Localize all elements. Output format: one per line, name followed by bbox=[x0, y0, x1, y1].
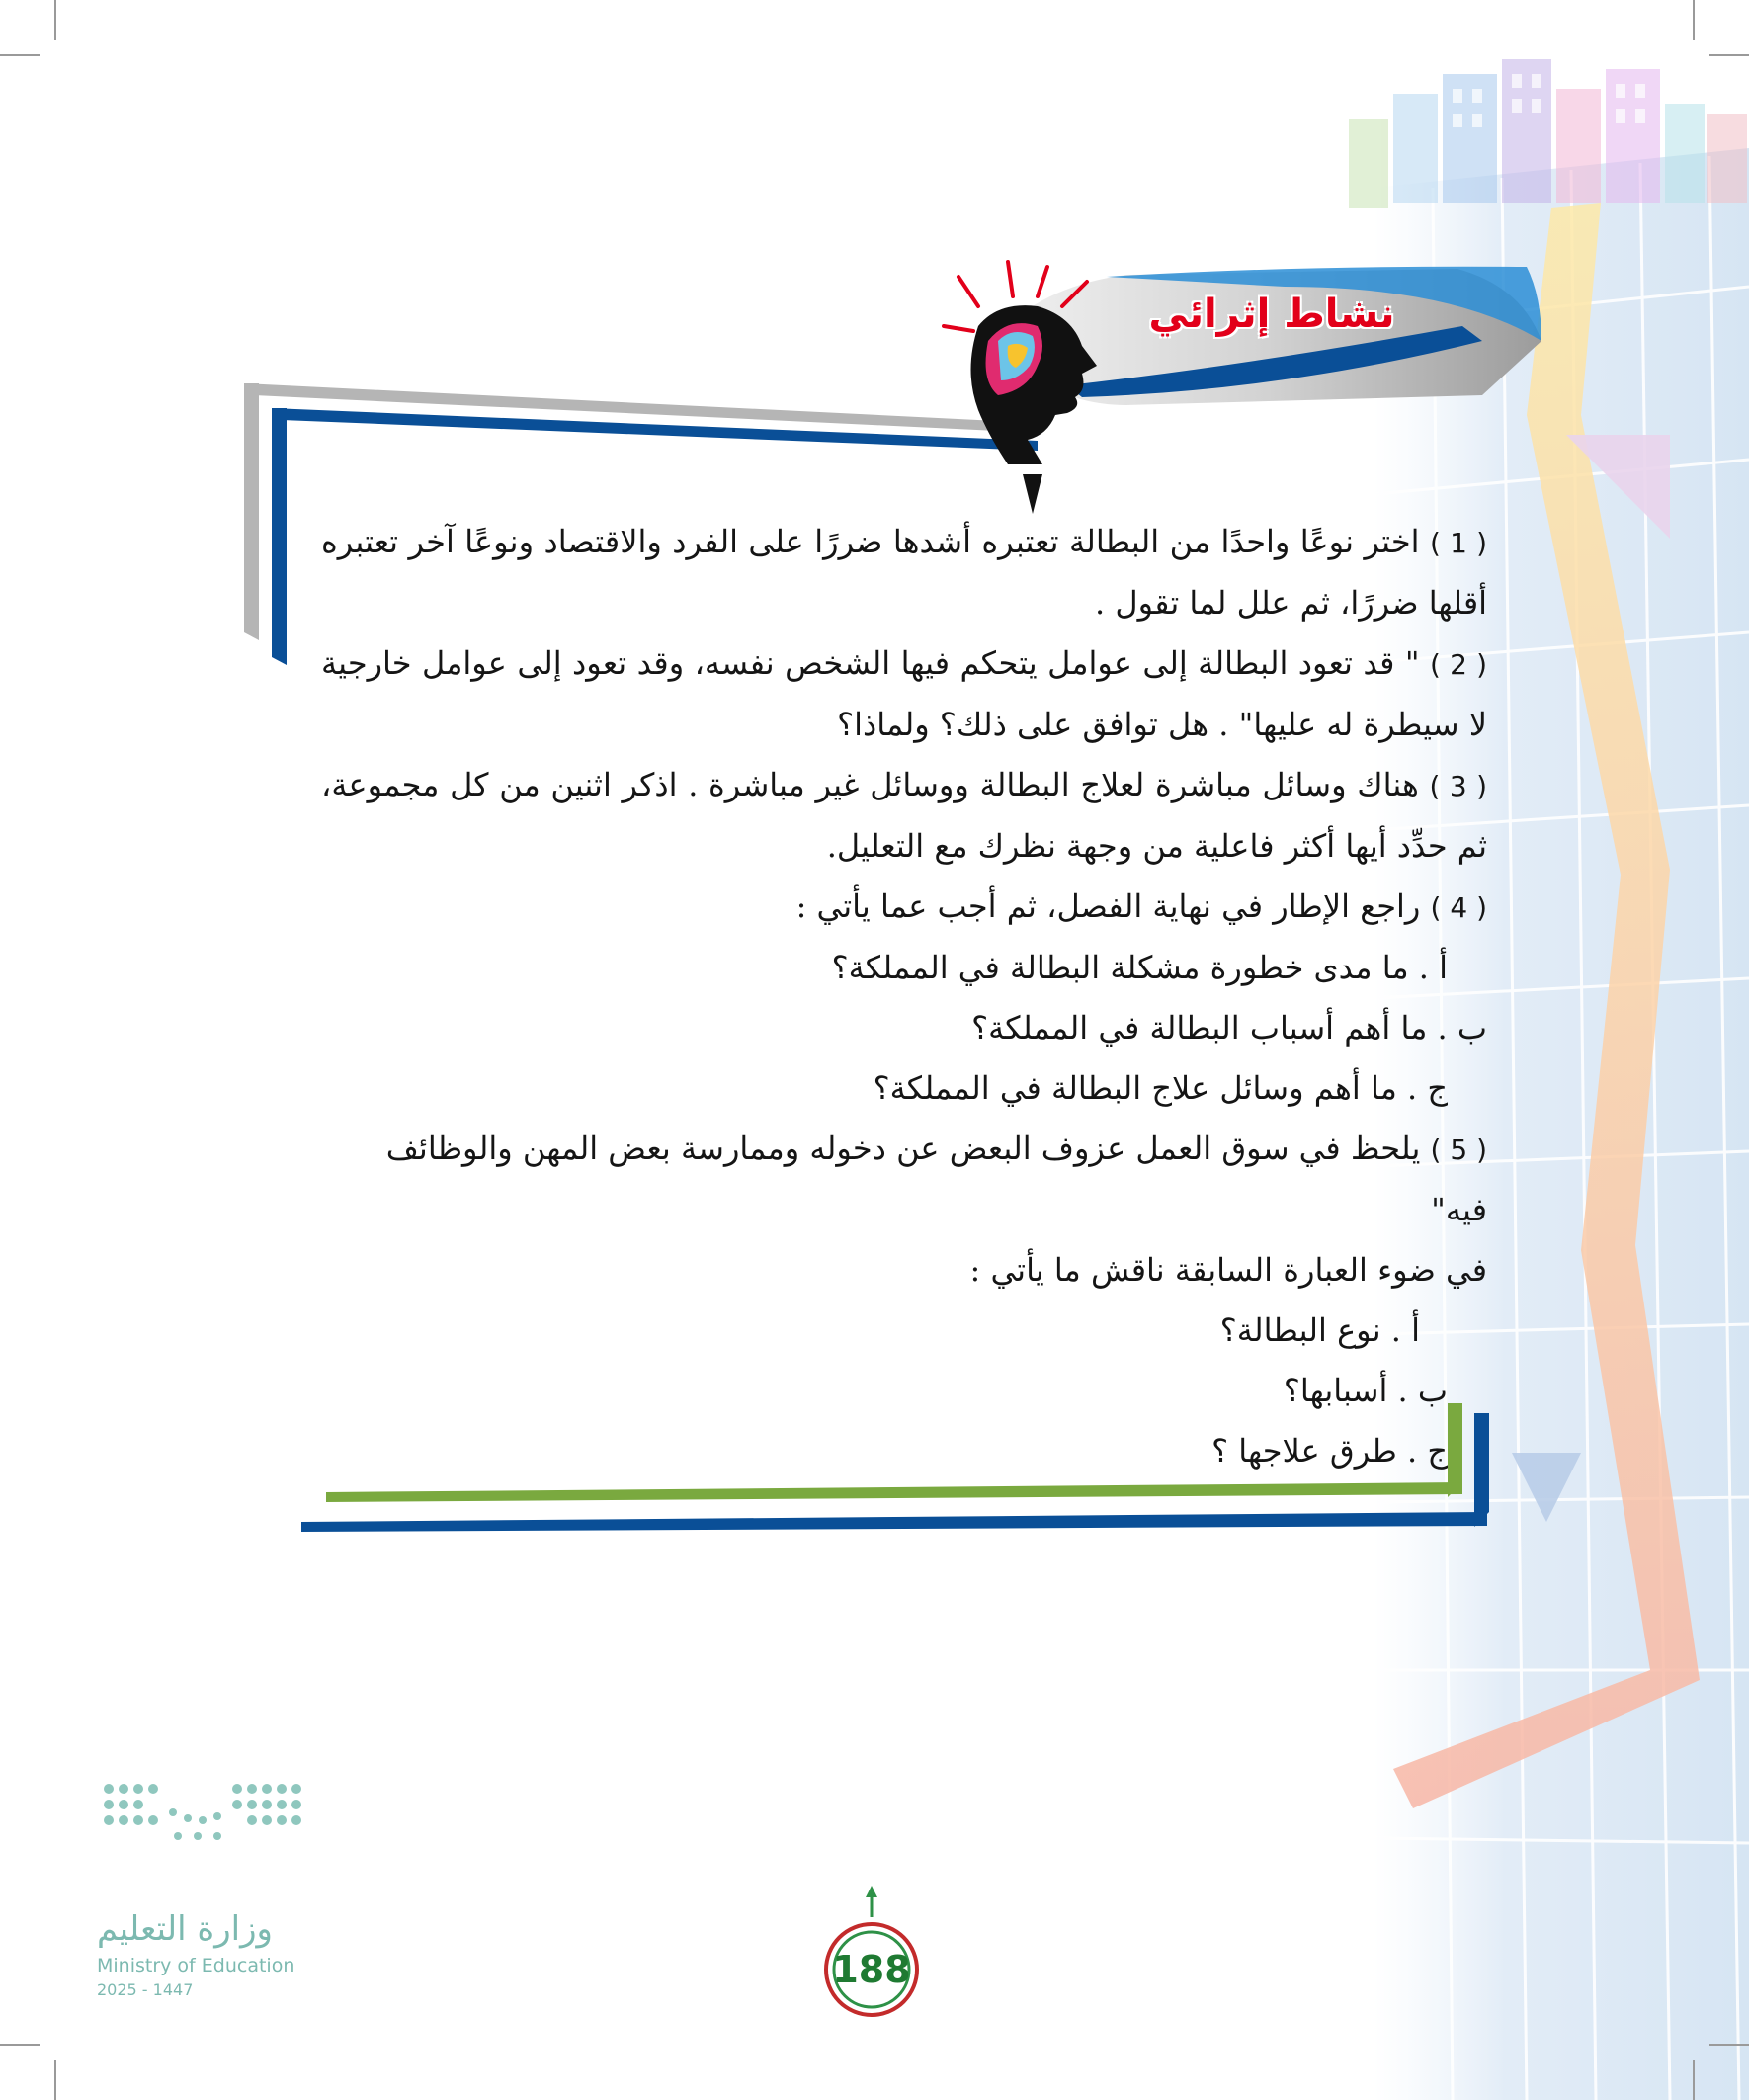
crop-mark bbox=[1693, 2060, 1695, 2100]
sub-question: ب . ما أهم أسباب البطالة في المملكة؟ bbox=[971, 1009, 1487, 1047]
crop-mark bbox=[54, 2060, 56, 2100]
sub-question: ج . طرق علاجها ؟ bbox=[1211, 1432, 1448, 1470]
questions-block bbox=[321, 512, 1487, 1481]
ministry-name-arabic: وزارة التعليم bbox=[97, 1909, 273, 1949]
question-4 bbox=[321, 877, 1487, 938]
question-3 bbox=[321, 755, 1487, 877]
sub-question: ج . ما أهم وسائل علاج البطالة في المملكة؟ bbox=[873, 1069, 1448, 1107]
question-text: يلحظ في سوق العمل عزوف البعض عن دخوله وممارسة بعض المهن والوظائف فيه" bbox=[385, 1130, 1487, 1228]
question-text: " قد تعود البطالة إلى عوامل يتحكم فيها الشخص نفسه، وقد تعود إلى عوامل خارجية لا سيطرة له عليها" . هل توافق على ذلك؟ ولماذا؟ bbox=[321, 644, 1487, 743]
question-text: اختر نوعًا واحدًا من البطالة تعتبره أشدها ضررًا على الفرد والاقتصاد ونوعًا آخر تعتبره أقلها ضررًا، ثم علل لما تقول . bbox=[321, 523, 1487, 622]
question-number: ( 5 ) bbox=[1430, 1134, 1487, 1166]
question-text: راجع الإطار في نهاية الفصل، ثم أجب عما يأتي : bbox=[795, 887, 1421, 925]
crop-mark bbox=[1709, 54, 1749, 56]
question-5 bbox=[321, 1119, 1487, 1240]
crop-mark bbox=[0, 2044, 40, 2046]
page-number: 188 bbox=[832, 1948, 911, 1991]
sub-question: أ . نوع البطالة؟ bbox=[1219, 1311, 1420, 1349]
question-2 bbox=[321, 633, 1487, 755]
question-text: هناك وسائل مباشرة لعلاج البطالة ووسائل غير مباشرة . اذكر اثنين من كل مجموعة، ثم حدِّد أيها أكثر فاعلية من وجهة نظرك مع التعليل. bbox=[321, 766, 1487, 865]
sub-question: ب . أسبابها؟ bbox=[1283, 1372, 1448, 1409]
question-number: ( 1 ) bbox=[1429, 527, 1488, 559]
sub-question: أ . ما مدى خطورة مشكلة البطالة في المملكة؟ bbox=[831, 949, 1448, 986]
question-intro: في ضوء العبارة السابقة ناقش ما يأتي : bbox=[969, 1251, 1487, 1289]
question-number: ( 2 ) bbox=[1430, 648, 1488, 681]
question-1 bbox=[321, 512, 1487, 633]
crop-mark bbox=[54, 0, 56, 40]
ministry-logo-dots bbox=[104, 1784, 301, 1840]
crop-mark bbox=[0, 54, 40, 56]
ministry-name-english: Ministry of Education bbox=[97, 1955, 295, 1976]
crop-mark bbox=[1693, 0, 1695, 40]
activity-title: نشاط إثرائي bbox=[1148, 292, 1395, 337]
ministry-year: 2025 - 1447 bbox=[97, 1980, 194, 1999]
question-number: ( 4 ) bbox=[1430, 891, 1487, 924]
question-number: ( 3 ) bbox=[1429, 770, 1488, 802]
crop-mark bbox=[1709, 2044, 1749, 2046]
